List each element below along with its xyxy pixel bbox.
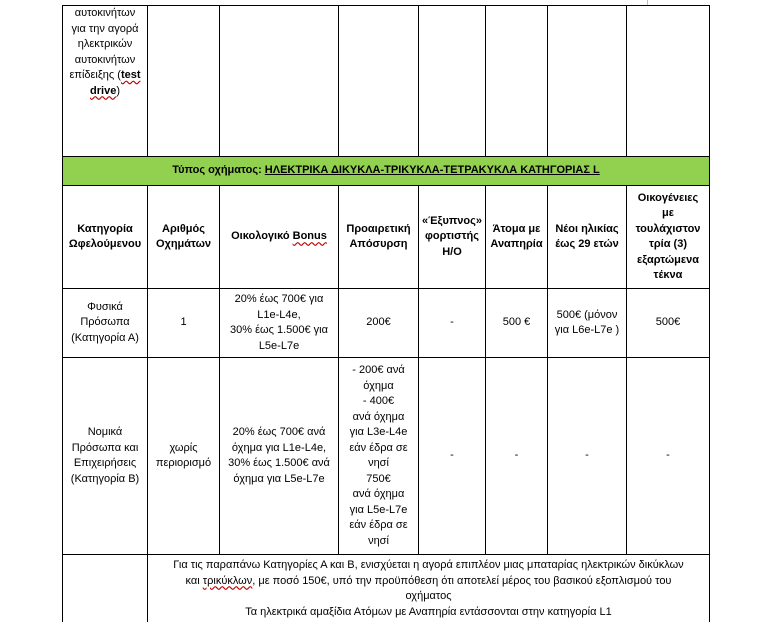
header-text: Οικολογικό [231, 230, 293, 243]
cell-line: 20% έως 700€ ανά [232, 426, 326, 438]
header-line: Κατηγορία [77, 222, 133, 235]
header-line: Αναπηρία [490, 238, 543, 250]
cell-charger: - [419, 358, 486, 555]
cell-text-bold: test [120, 69, 141, 81]
cell-line: νησί [368, 457, 389, 469]
cell-bonus [220, 358, 339, 555]
note-line [150, 574, 707, 590]
cell-line: 30% έως 1.500€ για [230, 324, 328, 336]
cell-line: 500€ (μόνον [556, 308, 618, 321]
header-young [548, 186, 627, 289]
header-line: Αριθμός [162, 222, 205, 235]
header-line: φορτιστής [425, 230, 479, 243]
cell-families: - [627, 358, 710, 555]
vehicle-type-banner [63, 157, 710, 186]
cell-line: για την αγορά [71, 22, 139, 35]
cell-text-bold: drive [90, 84, 117, 97]
cell-line: L1e-L4e, [257, 308, 301, 321]
cell-beneficiary [63, 289, 148, 358]
empty-cell [148, 6, 220, 157]
header-line: Οικογένειες [637, 191, 699, 204]
cell-line: χωρίς [169, 441, 198, 454]
cell-line: για L3e-L4e [349, 426, 408, 438]
cell-line: περιορισμό [155, 457, 212, 469]
cell-young: - [548, 358, 627, 555]
empty-cell [419, 6, 486, 157]
empty-cell [627, 6, 710, 157]
header-line: τουλάχιστον [635, 222, 701, 235]
note-text: τρικύκλων [202, 574, 253, 587]
cell-line: ανά όχημα [352, 410, 405, 423]
header-line: Προαιρετική [346, 222, 411, 235]
cell-families: 500€ [627, 289, 710, 358]
cell-young [548, 289, 627, 358]
cell-beneficiary [63, 358, 148, 555]
cell-line: 30% έως 1.500€ ανά [228, 457, 330, 469]
note-text: και [185, 574, 203, 587]
cell-line: όχημα για L5e-L7e [233, 472, 325, 485]
note-cell [148, 555, 710, 622]
note-text: , με ποσό 150€, υπό την προϋπόθεση ότι αποτελεί μέρος του βασικού εξοπλισμού του [252, 574, 672, 587]
cell-bonus [220, 289, 339, 358]
header-line: έως 29 ετών [555, 238, 619, 250]
cell-text: ) [116, 84, 120, 97]
cell-withdrawal [339, 358, 419, 555]
table-row [63, 6, 710, 157]
subsidy-table [62, 5, 710, 622]
header-beneficiary [63, 186, 148, 289]
header-line: Άτομα με [492, 222, 541, 235]
empty-cell [63, 555, 148, 622]
cell-line: όχημα [363, 379, 394, 392]
header-line: εξαρτώμενα [637, 253, 699, 266]
cell-line: Επιχειρήσεις [73, 457, 137, 469]
cell-line: για L5e-L7e [349, 503, 408, 516]
cell-line: αυτοκινήτων [74, 7, 136, 19]
note-line: Τα ηλεκτρικά αμαξίδια Ατόμων με Αναπηρία εντάσσονται στην κατηγορία L1 [245, 605, 612, 618]
header-text: Bonus [292, 230, 327, 243]
table-row [63, 289, 710, 358]
header-line: Η/Ο [442, 245, 462, 258]
header-line: Νέοι ηλικίας [555, 222, 619, 235]
cell-line: - 200€ ανά [352, 364, 405, 376]
cell-text: επίδειξης ( [69, 69, 121, 81]
cell-line: Φυσικά [87, 300, 123, 313]
cell-line: για L6e-L7e ) [554, 324, 620, 336]
cell-line: ηλεκτρικών [77, 38, 133, 50]
cell-line: (Κατηγορία Β) [70, 472, 140, 485]
header-withdrawal [339, 186, 419, 289]
header-line: τέκνα [653, 269, 683, 281]
header-row [63, 186, 710, 289]
cell-line: 20% έως 700€ για [234, 293, 324, 305]
cell-line: L5e-L7e [258, 339, 300, 352]
header-line: «Έξυπνος» [422, 214, 482, 227]
cell-charger: - [419, 289, 486, 358]
empty-cell [339, 6, 419, 157]
cell-count: 1 [148, 289, 220, 358]
cell-line: νησί [368, 534, 389, 547]
empty-cell [220, 6, 339, 157]
cell-line [65, 84, 145, 100]
cell-disability: - [486, 358, 548, 555]
table-row [63, 358, 710, 555]
cell-withdrawal: 200€ [339, 289, 419, 358]
vehicle-type-value: ΗΛΕΚΤΡΙΚΑ ΔΙΚΥΚΛΑ-ΤΡΙΚΥΚΛΑ-ΤΕΤΡΑΚΥΚΛΑ ΚΑΤΗΓΟΡΙΑΣ L [264, 164, 600, 177]
header-line: Ωφελούμενου [68, 238, 142, 250]
header-smart-charger [419, 186, 486, 289]
demo-vehicles-cell [63, 6, 148, 157]
header-line: με [662, 207, 674, 219]
cell-line: - 400€ [362, 395, 395, 407]
cell-line: (Κατηγορία Α) [71, 331, 139, 344]
cell-line: εάν έδρα σε [349, 441, 408, 454]
cell-line: αυτοκινήτων [74, 53, 136, 66]
cell-line: Πρόσωπα [80, 316, 130, 329]
header-disability [486, 186, 548, 289]
empty-cell [548, 6, 627, 157]
cell-line: Πρόσωπα και [71, 441, 139, 454]
header-vehicle-count [148, 186, 220, 289]
header-line: Απόσυρση [349, 238, 408, 250]
cell-count [148, 358, 220, 555]
header-eco-bonus [220, 186, 339, 289]
cell-disability: 500 € [486, 289, 548, 358]
cell-line: εάν έδρα σε [349, 519, 408, 531]
empty-cell [486, 6, 548, 157]
cell-line: όχημα για L1e-L4e, [231, 441, 327, 454]
note-line: Για τις παραπάνω Κατηγορίες Α και Β, ενισχύεται η αγορά επιπλέον μιας μπαταρίας ηλεκτρικών δικύκλων [173, 559, 684, 571]
header-line: τρία (3) [648, 238, 688, 250]
note-line: οχήματος [405, 590, 452, 602]
note-row [63, 555, 710, 622]
vehicle-type-label: Τύπος οχήματος: [172, 164, 265, 177]
header-families [627, 186, 710, 289]
cell-line [65, 68, 145, 84]
cell-line: ανά όχημα [352, 488, 405, 500]
cell-line: Νομικά [87, 426, 123, 438]
vehicle-type-row [63, 157, 710, 186]
header-line: Οχημάτων [155, 238, 212, 250]
cell-line: 750€ [366, 472, 391, 485]
